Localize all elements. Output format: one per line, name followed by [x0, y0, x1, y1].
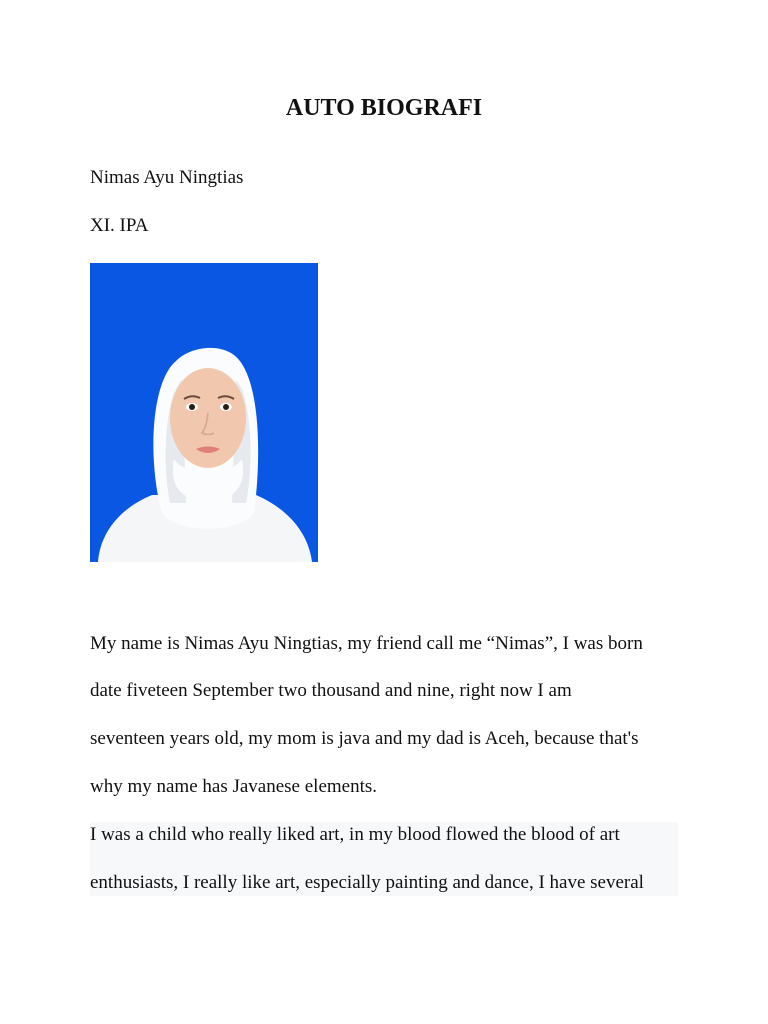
author-name: Nimas Ayu Ningtias	[90, 167, 244, 188]
paragraph2-line-2: enthusiasts, I really like art, especially painting and dance, I have several	[90, 872, 644, 893]
document-title: AUTO BIOGRAFI	[285, 95, 483, 121]
paragraph2-line-1: I was a child who really liked art, in my blood flowed the blood of art	[90, 824, 620, 845]
class-name: XI. IPA	[90, 215, 149, 236]
paragraph1-line-3: seventeen years old, my mom is java and my dad is Aceh, because that's	[90, 728, 639, 749]
paragraph1-line-1: My name is Nimas Ayu Ningtias, my friend call me “Nimas”, I was born	[90, 633, 643, 654]
paragraph1-line-4: why my name has Javanese elements.	[90, 776, 378, 797]
portrait-illustration	[90, 263, 318, 562]
portrait-photo	[90, 263, 318, 562]
paragraph1-line-2: date fiveteen September two thousand and nine, right now I am	[90, 680, 572, 701]
